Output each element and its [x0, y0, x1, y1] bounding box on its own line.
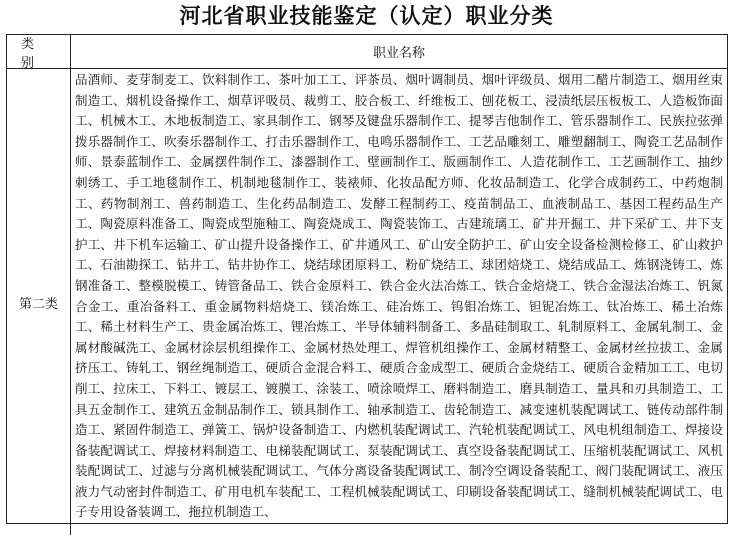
occupation-list-cell: 品酒师、麦芽制麦工、饮料制作工、茶叶加工工、评茶员、烟叶调制员、烟叶评级员、烟用二醋片制造工、烟用丝束制造工、烟机设备操作工、烟草评吸员、裁剪工、胶合板工、纤维板工、刨花板工、浸渍纸层压板板工、人造板饰面工、机械木工、木地板制造工、家具制作工、钢琴及键盘乐器制作工、提琴吉他制作工、管乐器制作工、民族拉弦弹拨乐器制作工、吹奏乐器制作工、打击乐器制作工、电鸣乐器制作工、工艺品雕刻工、雕塑翻制工、陶瓷工艺品制作师、景泰蓝制作工、金属摆件制作工、漆器制作工、壁画制作工、版画制作工、人造花制作工、工艺画制作工、抽纱刺绣工、手工地毯制作工、机制地毯制作工、装裱师、化妆品配方师、化妆品制造工、化学合成制药工、中药炮制工、药物制剂工、兽药制造工、生化药品制造工、发酵工程制药工、疫苗制品工、血液制品工、基因工程药品生产工、陶瓷原料准备工、陶瓷成型施釉工、陶瓷烧成工、陶瓷装饰工、古建琉璃工、矿井开掘工、井下采矿工、井下支护工、井下机车运输工、矿山提升设备操作工、矿井通风工、矿山安全防护工、矿山安全设备检测检修工、矿山救护工、石油勘探工、钻井工、钻井协作工、烧结球团原料工、粉矿烧结工、球团焙烧工、烧结成品工、炼钢浇铸工、炼钢准备工、整模脱模工、铸管备品工、铁合金原料工、铁合金火法冶炼工、铁合金焙烧工、铁合金湿法冶炼工、钒氮合金工、重冶备料工、重金属物料焙烧工、镁冶炼工、硅冶炼工、钨钼冶炼工、钽铌冶炼工、钛冶炼工、稀土冶炼工、稀土材料生产工、贵金属冶炼工、锂冶炼工、半导体辅料制备工、多晶硅制取工、轧制原料工、金属轧制工、金属材酸碱洗工、金属材涂层机组操作工、金属材热处理工、焊管机组操作工、金属材精整工、金属材丝拉拔工、金属挤压工、铸轧工、钢丝绳制造工、硬质合金混合料工、硬质合金成型工、硬质合金烧结工、硬质合金精加工工、电切削工、拉床工、下料工、镀层工、镀膜工、涂装工、喷涂喷焊工、磨料制造工、磨具制造工、量具和刃具制造工、工具五金制作工、建筑五金制品制作工、锁具制作工、轴承制造工、齿轮制造工、减变速机装配调试工、链传动部件制造工、紧固件制造工、弹簧工、锅炉设备制造工、内燃机装配调试工、汽轮机装配调试工、风电机组制造工、焊接设备装配调试工、焊接材料制造工、电梯装配调试工、泵装配调试工、真空设备装配调试工、压缩机装配调试工、风机装配调试工、过滤与分离机械装配调试工、气体分离设备装配调试工、制冷空调设备装配工、阀门装配调试工、液压液力气动密封件制造工、矿用电机车装配工、工程机械装配调试工、印刷设备装配调试工、缝制机械装配调试工、电子专用设备装调工、拖拉机制造工、 [75, 72, 723, 520]
header-category-label: 类 别 [21, 36, 49, 71]
page-title: 河北省职业技能鉴定（认定）职业分类 [179, 4, 554, 28]
category-cell: 第二类 [7, 69, 71, 535]
table-row [7, 69, 727, 523]
occupation-table [6, 34, 728, 524]
table-header-row [7, 35, 727, 69]
header-occupation-name-label: 职业名称 [372, 46, 425, 61]
header-category-cell [7, 35, 71, 71]
